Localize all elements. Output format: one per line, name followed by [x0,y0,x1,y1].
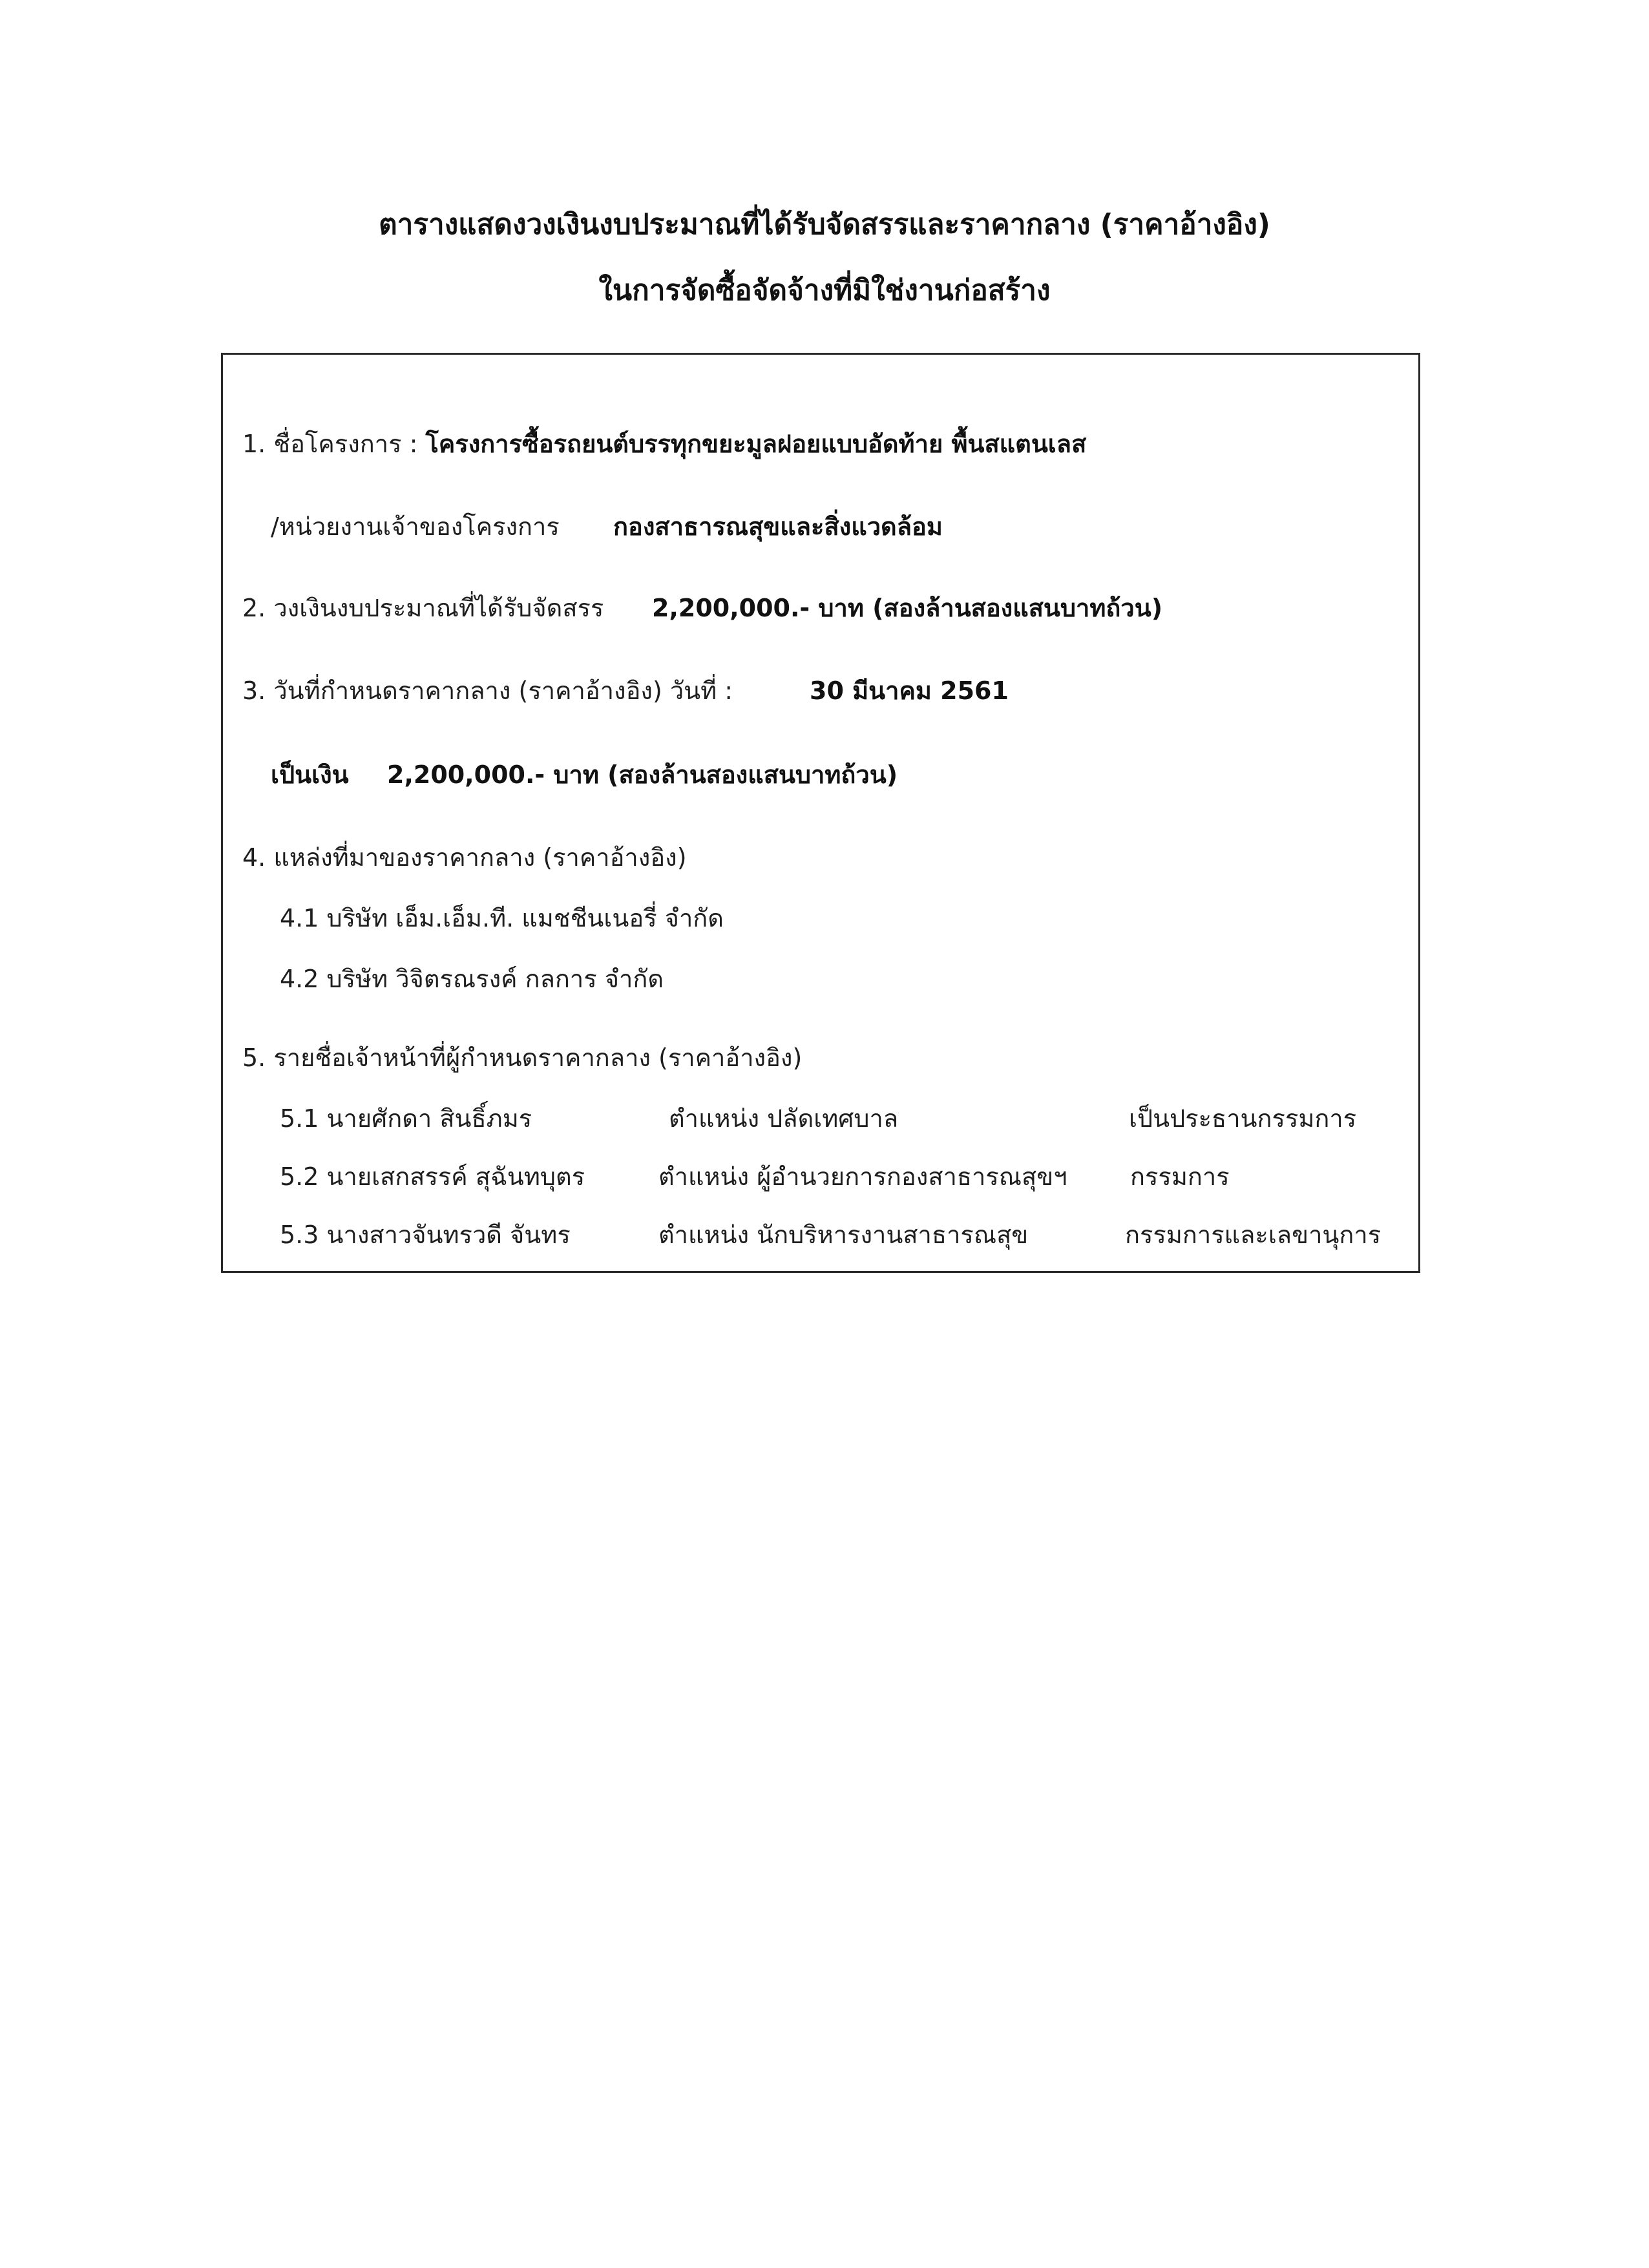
budget-amount: 2,200,000.- บาท (สองล้านสองแสนบาทถ้วน) [652,594,1163,622]
member-role: กรรมการและเลขานุการ [1125,1221,1381,1249]
source-item: 4.2 บริษัท วิจิตรณรงค์ กลการ จำกัด [280,965,664,993]
owner-value: กองสาธารณสุขและสิ่งแวดล้อม [613,512,943,541]
committee-label: 5. รายชื่อเจ้าหน้าที่ผู้กำหนดราคากลาง (ราคาอ้างอิง) [242,1044,803,1072]
sources-label: 4. แหล่งที่มาของราคากลาง (ราคาอ้างอิง) [242,843,687,872]
owner-label: /หน่วยงานเจ้าของโครงการ [271,512,560,541]
reference-amount-label: เป็นเงิน [271,761,349,789]
reference-date: 30 มีนาคม 2561 [810,677,1009,705]
member-role: กรรมการ [1130,1162,1230,1191]
member-role: เป็นประธานกรรมการ [1129,1104,1357,1133]
content-box [221,353,1420,1273]
member-name: 5.1 นายศักดา สินธิ์ภมร [280,1104,532,1133]
source-item: 4.1 บริษัท เอ็ม.เอ็ม.ที. แมชชีนเนอรี่ จำกัด [280,904,724,932]
budget-label: 2. วงเงินงบประมาณที่ได้รับจัดสรร [242,594,604,622]
page-title-line-1: ตารางแสดงวงเงินงบประมาณที่ได้รับจัดสรรและราคากลาง (ราคาอ้างอิง) [379,208,1270,241]
page-title-line-2: ในการจัดซื้อจัดจ้างที่มิใช่งานก่อสร้าง [598,274,1051,307]
member-name: 5.2 นายเสกสรรค์ สุฉันทบุตร [280,1162,585,1191]
project-label: 1. ชื่อโครงการ : [242,430,418,458]
member-position: ตำแหน่ง ผู้อำนวยการกองสาธารณสุขฯ [658,1162,1067,1191]
member-position: ตำแหน่ง นักบริหารงานสาธารณสุข [658,1221,1029,1249]
member-position: ตำแหน่ง ปลัดเทศบาล [669,1104,899,1133]
project-name: โครงการซื้อรถยนต์บรรทุกขยะมูลฝอยแบบอัดท้าย พื้นสแตนเลส [425,430,1087,458]
reference-date-label: 3. วันที่กำหนดราคากลาง (ราคาอ้างอิง) วันที่ : [242,677,733,705]
reference-amount: 2,200,000.- บาท (สองล้านสองแสนบาทถ้วน) [387,761,898,789]
project-row [242,427,1086,461]
member-name: 5.3 นางสาวจันทรวดี จันทร [280,1221,571,1249]
